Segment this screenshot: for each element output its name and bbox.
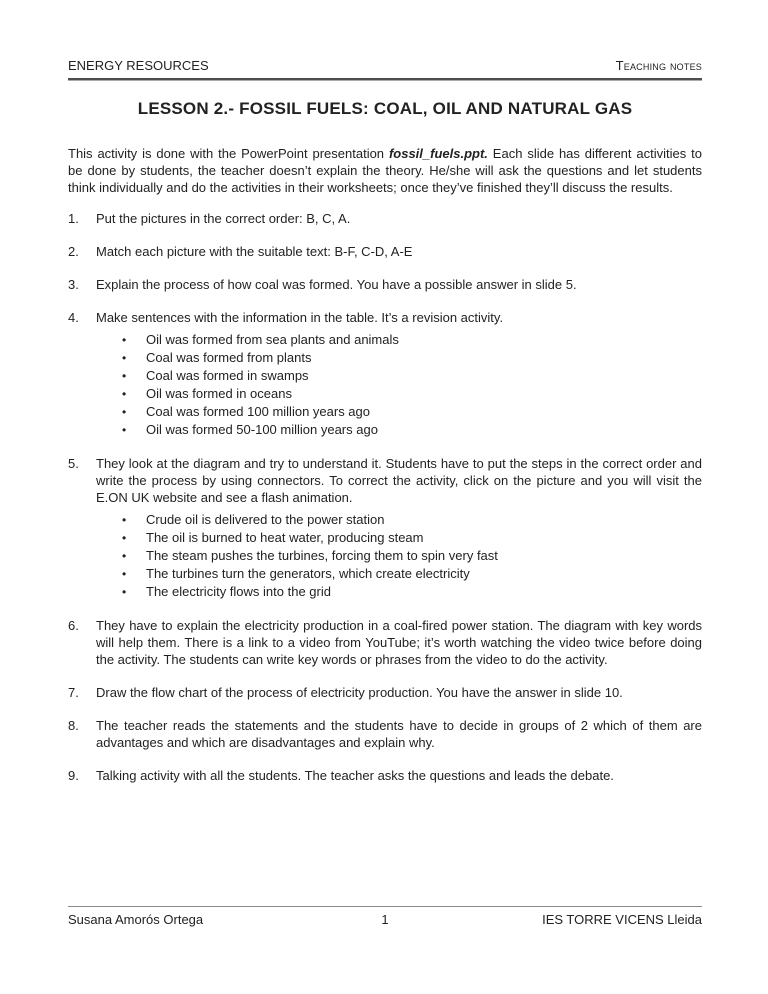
page-title: LESSON 2.- FOSSIL FUELS: COAL, OIL AND NATURAL GAS	[137, 99, 633, 118]
bullet-text: Coal was formed 100 million years ago	[146, 404, 370, 419]
item-number: 7.	[68, 685, 79, 700]
bullet-text: Oil was formed from sea plants and animals	[146, 332, 399, 347]
page-header	[68, 58, 702, 80]
bullet-icon: •	[122, 531, 127, 545]
bullet-icon: •	[122, 351, 127, 365]
bullet-text: The oil is burned to heat water, producing steam	[146, 530, 424, 545]
item-text: They look at the diagram and try to understand it. Students have to put the steps in the correct order and write the process by using connectors. To correct the activity, click on the picture and you will visit the E.ON UK website and see a flash animation.	[96, 456, 702, 505]
bullet-text: Oil was formed in oceans	[146, 386, 292, 401]
bullet-icon: •	[122, 423, 127, 437]
item-number: 4.	[68, 310, 79, 325]
item-body	[96, 717, 702, 751]
bullet-icon: •	[122, 513, 127, 527]
bullet-icon: •	[122, 567, 127, 581]
bullet-icon: •	[122, 549, 127, 563]
bullet-item	[96, 367, 702, 385]
list-item	[68, 210, 702, 227]
bullet-text: The turbines turn the generators, which create electricity	[146, 566, 470, 581]
item-number: 1.	[68, 211, 79, 226]
bullet-icon: •	[122, 585, 127, 599]
bullet-text: Coal was formed in swamps	[146, 368, 309, 383]
item-number: 8.	[68, 718, 79, 733]
header-course-title: ENERGY RESOURCES	[68, 58, 209, 73]
bullet-item	[96, 529, 702, 547]
footer-school: IES TORRE VICENS Lleida	[542, 912, 702, 927]
page-content	[68, 58, 702, 800]
bullet-icon: •	[122, 333, 127, 347]
bullet-item	[96, 547, 702, 565]
bullet-icon: •	[122, 387, 127, 401]
intro-paragraph	[68, 145, 702, 196]
intro-text-before: This activity is done with the PowerPoint presentation	[68, 146, 389, 161]
list-item	[68, 684, 702, 701]
item-text: Draw the flow chart of the process of electricity production. You have the answer in slide 10.	[96, 685, 623, 700]
item-number: 5.	[68, 456, 79, 471]
list-item	[68, 717, 702, 751]
item-body	[96, 455, 702, 601]
header-doc-type: Teaching notes	[615, 58, 702, 73]
item-body	[96, 243, 702, 260]
footer-author: Susana Amorós Ortega	[68, 912, 204, 927]
list-item	[68, 455, 702, 601]
item-body	[96, 684, 702, 701]
list-item	[68, 276, 702, 293]
list-item	[68, 617, 702, 668]
bullet-text: The steam pushes the turbines, forcing them to spin very fast	[146, 548, 498, 563]
item-body	[96, 309, 702, 439]
bullet-list	[96, 331, 702, 439]
bullet-icon: •	[122, 405, 127, 419]
bullet-text: Oil was formed 50-100 million years ago	[146, 422, 378, 437]
item-text: Make sentences with the information in the table. It’s a revision activity.	[96, 310, 504, 325]
item-number: 3.	[68, 277, 79, 292]
item-number: 2.	[68, 244, 79, 259]
activity-list	[68, 210, 702, 784]
bullet-item	[96, 583, 702, 601]
page-footer	[68, 906, 702, 928]
item-text: Talking activity with all the students. The teacher asks the questions and leads the debate.	[96, 768, 614, 783]
bullet-list	[96, 511, 702, 601]
bullet-item	[96, 331, 702, 349]
footer-page-number: 1	[381, 912, 389, 927]
bullet-item	[96, 565, 702, 583]
bullet-item	[96, 421, 702, 439]
bullet-item	[96, 385, 702, 403]
item-text: Put the pictures in the correct order: B, C, A.	[96, 211, 351, 226]
bullet-item	[96, 349, 702, 367]
item-body	[96, 617, 702, 668]
bullet-text: Crude oil is delivered to the power station	[146, 512, 385, 527]
item-text: Match each picture with the suitable text: B-F, C-D, A-E	[96, 244, 413, 259]
intro-text-after: Each slide has different activities to be done by students, the teacher doesn’t explain the theory. He/she will ask the questions and let students think individually and do the activities in their worksheets; once they’ve finished they’ll discuss the results.	[68, 146, 702, 195]
bullet-text: The electricity flows into the grid	[146, 584, 331, 599]
item-body	[96, 210, 702, 227]
item-text: They have to explain the electricity production in a coal-fired power station. The diagram with key words will help them. There is a link to a video from YouTube; it’s worth watching the video twice before doing the activity. The students can write key words or phrases from the video to do the activity.	[96, 618, 702, 667]
item-number: 6.	[68, 618, 79, 633]
item-number: 9.	[68, 768, 79, 783]
item-text: Explain the process of how coal was formed. You have a possible answer in slide 5.	[96, 277, 577, 292]
filename-emphasis: fossil_fuels.ppt.	[388, 146, 488, 161]
item-body	[96, 276, 702, 293]
bullet-text: Coal was formed from plants	[146, 350, 312, 365]
bullet-item	[96, 403, 702, 421]
item-text: The teacher reads the statements and the students have to decide in groups of 2 which of them are advantages and which are disadvantages and explain why.	[96, 718, 702, 750]
list-item	[68, 767, 702, 784]
item-body	[96, 767, 702, 784]
list-item	[68, 243, 702, 260]
bullet-item	[96, 511, 702, 529]
list-item	[68, 309, 702, 439]
bullet-icon: •	[122, 369, 127, 383]
